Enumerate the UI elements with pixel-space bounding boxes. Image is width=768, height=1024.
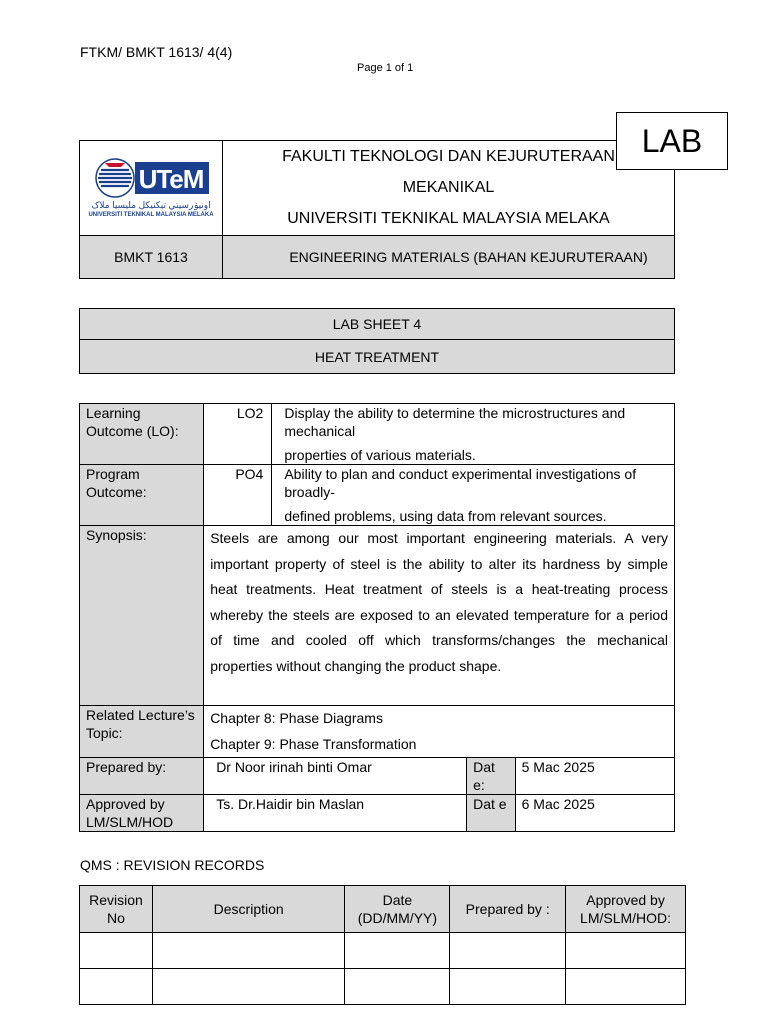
table-cell: [152, 933, 345, 969]
table-cell: [450, 969, 566, 1005]
table-row: [80, 933, 686, 969]
lo-code: LO2: [204, 404, 272, 465]
prepared-by-label: Prepared by:: [80, 758, 204, 795]
table-row: [80, 969, 686, 1005]
related-topic-1: Chapter 8: Phase Diagrams: [210, 710, 383, 726]
approved-date: 6 Mac 2025: [515, 795, 674, 832]
table-cell: [345, 969, 450, 1005]
po-text-line-1: Ability to plan and conduct experimental investigations of broadly-: [284, 466, 637, 500]
lo-text-line-2: properties of various materials.: [284, 447, 476, 463]
po-label: Program Outcome:: [80, 465, 204, 526]
approved-date-label: Dat e: [467, 795, 516, 832]
logo-wordmark: UTeM: [138, 164, 204, 194]
lo-label: Learning Outcome (LO):: [80, 404, 204, 465]
table-cell: [566, 969, 686, 1005]
table-cell: [80, 933, 153, 969]
po-code: PO4: [204, 465, 272, 526]
col-date: Date (DD/MM/YY): [345, 886, 450, 933]
faculty-heading: [223, 141, 675, 236]
prepared-date: 5 Mac 2025: [515, 758, 674, 795]
table-cell: [566, 933, 686, 969]
col-prepared-by: Prepared by :: [450, 886, 566, 933]
po-description: [272, 465, 675, 526]
related-topic-2: Chapter 9: Phase Transformation: [210, 735, 417, 752]
course-name: ENGINEERING MATERIALS (BAHAN KEJURUTERAAN): [223, 236, 675, 279]
lab-badge: LAB: [616, 112, 728, 170]
table-cell: [450, 933, 566, 969]
page-number: Page 1 of 1: [357, 62, 414, 74]
lo-description: [272, 404, 675, 465]
table-cell: [80, 969, 153, 1005]
prepared-by-name: Dr Noor irinah binti Omar: [204, 758, 467, 795]
logo-cell: [80, 141, 223, 236]
table-cell: [345, 933, 450, 969]
related-topic-label: Related Lecture’s Topic:: [80, 706, 204, 758]
university-logo: [88, 157, 213, 219]
lab-sheet-table: [79, 308, 675, 374]
logo-script: اونيۏرسيتي تيکنيکل مليسيا ملاک: [91, 200, 211, 210]
table-cell: [152, 969, 345, 1005]
revision-records-table: [79, 885, 686, 1005]
col-approved-by: Approved by LM/SLM/HOD:: [566, 886, 686, 933]
approved-by-name: Ts. Dr.Haidir bin Maslan: [204, 795, 467, 832]
col-description: Description: [152, 886, 345, 933]
revision-records-title: QMS : REVISION RECORDS: [80, 857, 265, 873]
po-text-line-2: defined problems, using data from relevant sources.: [284, 508, 607, 524]
course-info-table: [79, 403, 675, 832]
lo-text-line-1: Display the ability to determine the microstructures and mechanical: [284, 405, 626, 439]
document-code: FTKM/ BMKT 1613/ 4(4): [80, 44, 233, 60]
related-topics: [204, 706, 675, 758]
col-revision-no: Revision No: [80, 886, 153, 933]
university-name: UNIVERSITI TEKNIKAL MALAYSIA MELAKA: [287, 209, 610, 227]
lab-sheet-title: HEAT TREATMENT: [80, 340, 675, 374]
faculty-line-2: MEKANIKAL: [402, 178, 495, 196]
logo-caption: UNIVERSITI TEKNIKAL MALAYSIA MELAKA: [88, 212, 214, 218]
synopsis-label: Synopsis:: [80, 526, 204, 706]
approved-by-label: Approved by LM/SLM/HOD: [80, 795, 204, 832]
faculty-line-1: FAKULTI TEKNOLOGI DAN KEJURUTERAAN: [282, 147, 615, 165]
synopsis-text: Steels are among our most important engineering materials. A very important property of steel is the ability to alter its hardness by simple heat treatments. Heat treatment of steels is a heat-treating process whereby the steels are exposed to an elevated temperature for a period of time and cooled off which transforms/changes the mechanical properties without changing the product shape.: [204, 526, 675, 706]
header-table: [79, 140, 675, 279]
lab-sheet-number: LAB SHEET 4: [80, 309, 675, 340]
prepared-date-label: Dat e:: [467, 758, 516, 795]
course-code: BMKT 1613: [80, 236, 223, 279]
